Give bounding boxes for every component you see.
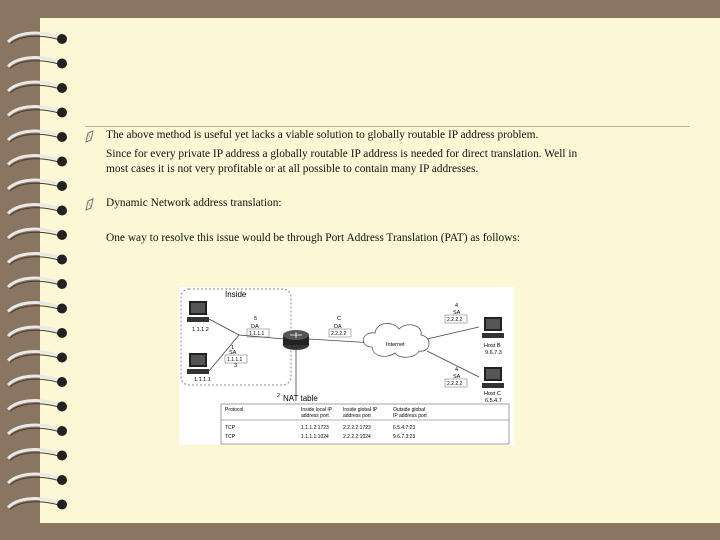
sa-value: 1.1.1.1 [227,357,243,363]
binding-hole [57,402,67,412]
pat-diagram [179,287,514,445]
host-b-computer-icon [482,317,504,338]
bullet-icon [85,130,94,143]
host-c-label: Host C [484,391,501,397]
pat-intro-paragraph: One way to resolve this issue would be through Port Address Translation (PAT) as follows: [106,232,521,244]
host-1-computer-icon [187,301,209,322]
bullet-1-line-2: Since for every private IP address a globally routable IP address is needed for direct translation. Well in [106,148,578,160]
binding-hole [57,451,67,461]
internet-cloud-icon [363,323,429,357]
host-1-ip: 1.1.1.2 [192,327,209,333]
host-2-computer-icon [187,353,209,374]
nat-table-cell: TCP [225,425,235,431]
step-1-label: 1 [231,345,235,351]
nat-table [221,404,509,444]
bullet-1-line-3: most cases it is not very profitable or at all possible to contain many IP addresses. [106,163,479,175]
binding-hole [57,500,67,510]
bullet-1-line-1: The above method is useful yet lacks a viable solution to globally routable IP address problem. [106,129,539,141]
da-label: DA [251,324,259,330]
nat-table-header: address port [343,413,371,419]
notebook-page [40,18,720,523]
step-4-label: 4 [455,303,459,309]
nat-table-label: NAT table [283,394,318,403]
binding-hole [57,475,67,485]
binding-hole [57,157,67,167]
binding-hole [57,181,67,191]
step-5-label: 5 [254,316,258,322]
nat-table-header: Inside global IP [343,407,378,413]
nat-table-header: IP address port [393,413,427,419]
da-value: 1.1.1.1 [249,331,265,337]
host-b-label: Host B [484,343,501,349]
binding-hole [57,132,67,142]
binding-hole [57,108,67,118]
binding-hole [57,206,67,216]
spiral-binding [0,0,80,540]
binding-hole [57,230,67,240]
binding-hole [57,328,67,338]
step-2-label: 2 [277,393,281,399]
sa-c-value: 2.2.2.2 [447,381,463,387]
nat-table-header: Outside global [393,407,425,413]
nat-table-cell: 1.1.1.2:1723 [301,425,329,431]
nat-table-cell: 2.2.2.2:1024 [343,434,371,440]
binding-hole [57,279,67,289]
host-b-ip: 9.6.7.3 [485,350,502,356]
nat-table-cell: 2.2.2.2:1723 [343,425,371,431]
sa-label: SA [229,350,237,356]
da2-label: DA [334,324,342,330]
binding-hole [57,304,67,314]
sa-b-value: 2.2.2.2 [447,317,463,323]
binding-hole [57,34,67,44]
binding-hole [57,83,67,93]
nat-table-cell: 9.6.7.3:23 [393,434,416,440]
bullet-2-line-1: Dynamic Network address translation: [106,197,282,209]
binding-hole [57,377,67,387]
step-4b-label: 4 [455,367,459,373]
step-c-label: C [337,316,341,322]
step-3-label: 3 [234,363,238,369]
router-icon [283,330,309,350]
host-c-computer-icon [482,367,504,388]
sa-c-label: SA [453,374,461,380]
nat-table-cell: 1.1.1.1:1024 [301,434,329,440]
binding-hole [57,353,67,363]
binding-hole [57,426,67,436]
nat-table-header: Protocol [225,407,244,413]
nat-table-header: address port [301,413,329,419]
bullet-icon [85,198,94,211]
binding-hole [57,59,67,69]
sa-b-label: SA [453,310,461,316]
internet-label: Internet [386,342,405,348]
nat-table-cell: TCP [225,434,235,440]
da2-value: 2.2.2.2 [331,331,347,337]
binding-hole [57,255,67,265]
host-c-ip: 6.5.4.7 [485,398,502,404]
nat-table-header: Inside local IP [301,407,333,413]
host-2-ip: 1.1.1.1 [194,377,211,383]
inside-label: Inside [225,290,247,299]
nat-table-cell: 6.5.4.7:23 [393,425,416,431]
